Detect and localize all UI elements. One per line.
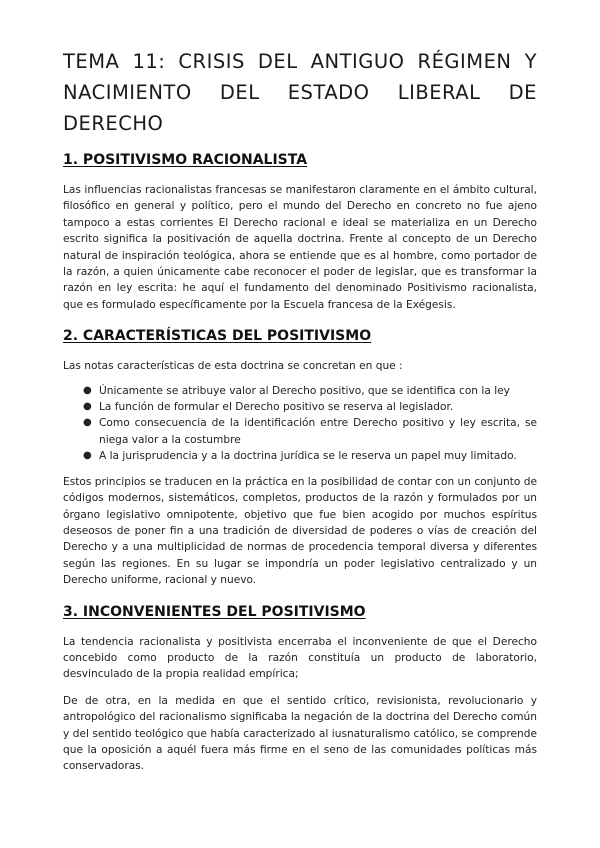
- bullet-list: [63, 383, 537, 465]
- paragraph: Estos principios se traducen en la práctica en la posibilidad de contar con un conjunto de códigos modernos, sistemáticos, completos, productos de la razón y formulados por un órgano legislativo omnipotente, objetivo que fue bien acogido por muchos espíritus deseosos de poner fin a una tradición de diversidad de poderes o vías de creación del Derecho y a una multiplicidad de normas de procedencia temporal diversa y diferentes según las regiones. En su lugar se impondría un poder legislativo centralizado y un Derecho uniforme, racional y nuevo.: [63, 475, 537, 587]
- bullet-icon: ●: [83, 450, 92, 462]
- list-item-text: A la jurisprudencia y a la doctrina jurídica se le reserva un papel muy limitado.: [99, 450, 517, 463]
- section-heading: 2. CARACTERÍSTICAS DEL POSITIVISMO: [63, 328, 372, 345]
- section-heading: 3. INCONVENIENTES DEL POSITIVISMO: [63, 603, 366, 620]
- section-positivismo-racionalista: [63, 151, 537, 313]
- bullet-icon: ●: [83, 417, 92, 429]
- document-title: TEMA 11: CRISIS DEL ANTIGUO RÉGIMEN Y NACIMIENTO DEL ESTADO LIBERAL DE DERECHO: [63, 50, 537, 135]
- list-item-text: Únicamente se atribuye valor al Derecho positivo, que se identifica con la ley: [99, 384, 510, 397]
- section-caracteristicas: [63, 327, 537, 588]
- paragraph-intro: Las notas características de esta doctrina se concretan en que :: [63, 360, 403, 373]
- list-item: [83, 399, 537, 415]
- section-inconvenientes: [63, 603, 537, 775]
- bullet-icon: ●: [83, 401, 92, 413]
- paragraph: La tendencia racionalista y positivista encerraba el inconveniente de que el Derecho concebido como producto de la razón constituía un producto de laboratorio, desvinculado de la propia realidad empírica;: [63, 635, 537, 681]
- list-item: [83, 415, 537, 448]
- list-item: [83, 448, 537, 464]
- list-item-text: Como consecuencia de la identificación entre Derecho positivo y ley escrita, se niega valor a la costumbre: [99, 417, 537, 446]
- list-item: [83, 383, 537, 399]
- list-item-text: La función de formular el Derecho positivo se reserva al legislador.: [99, 401, 454, 414]
- paragraph: Las influencias racionalistas francesas se manifestaron claramente en el ámbito cultural, filosófico en general y político, pero el mundo del Derecho en concreto no fue ajeno tampoco a estas corrientes El Derecho racional e ideal se materializa en un Derecho escrito significa la positivación de aquella doctrina. Frente al concepto de un Derecho natural de inspiración teológica, ahora se entiende que es al hombre, como portador de la razón, a quien únicamente cabe reconocer el poder de legislar, que es transformar la razón en ley escrita: he aquí el fundamento del denominado Positivismo racionalista, que es formulado específicamente por la Escuela francesa de la Exégesis.: [63, 184, 537, 311]
- bullet-icon: ●: [83, 384, 92, 396]
- paragraph: De de otra, en la medida en que el sentido crítico, revisionista, revolucionario y antropológico del racionalismo significaba la negación de la doctrina del Derecho común y del sentido teológico que había caracterizado al iusnaturalismo católico, se comprende que la oposición a aquél fuera más firme en el seno de las comunidades políticas más conservadoras.: [63, 694, 537, 773]
- section-heading: 1. POSITIVISMO RACIONALISTA: [63, 152, 308, 168]
